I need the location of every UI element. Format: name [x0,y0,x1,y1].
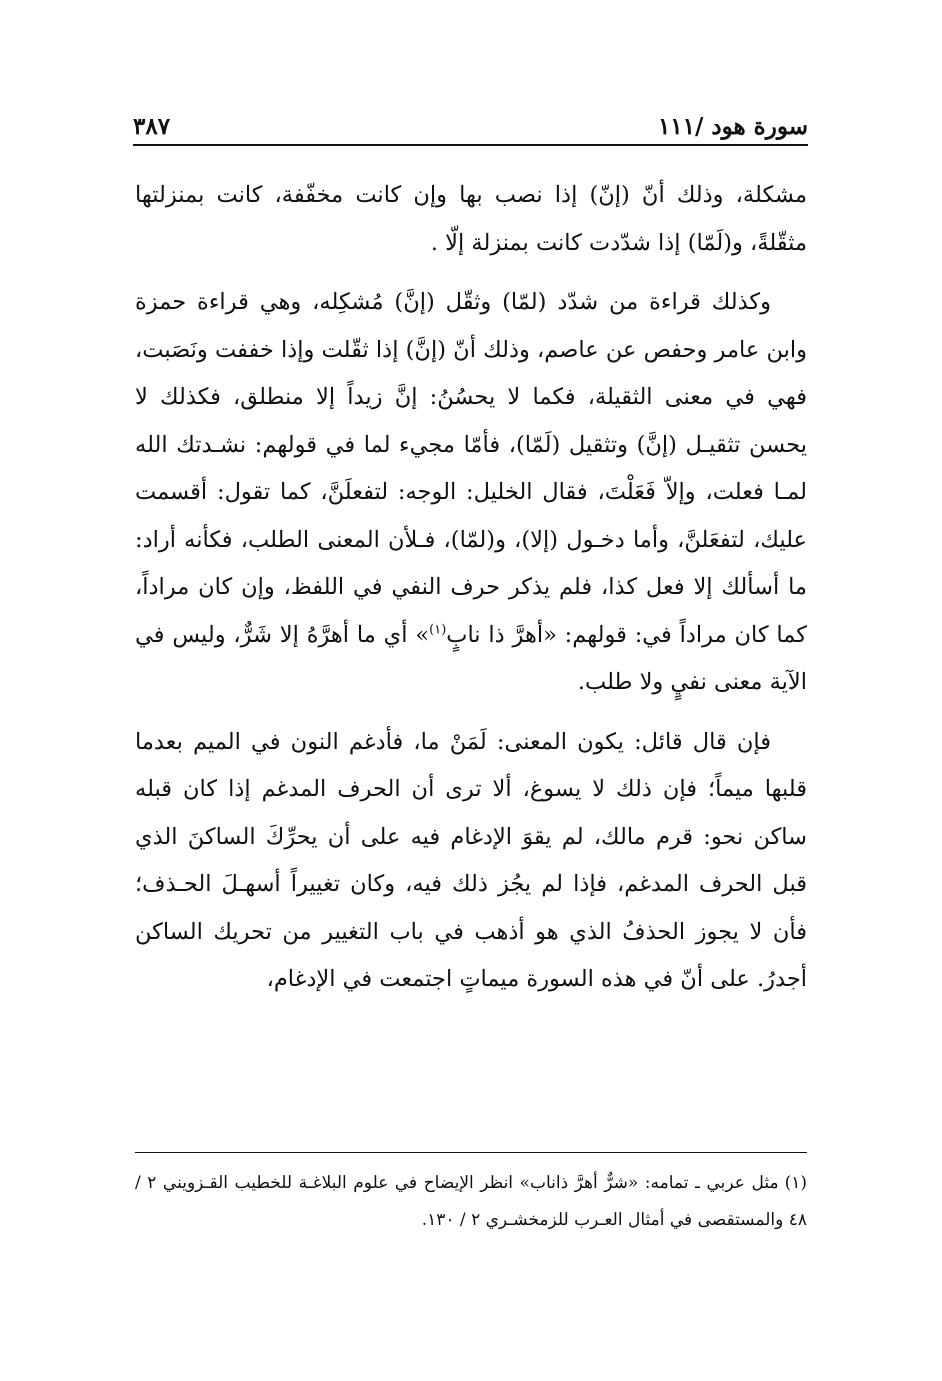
running-title: سورة هود /١١١ [657,113,808,140]
paragraph-idgham: فإن قال قائل: يكون المعنى: لَمَنْ ما، فأدغم النون في الميم بعدما قلبها ميماً؛ فإن ذلك لا يسوغ، ألا ترى أن الحرف المدغم إذا كان قبله ساكن نحو: قرم مالك، لم يقوَ الإدغام فيه على أن يحرِّكَ الساكنَ الذي قبل الحرف المدغم، فإذا لم يجُز ذلك فيه، وكان تغييراً أسهـلَ الحـذف؛ فأن لا يجوز الحذفُ الذي هو أذهب في باب التغيير من تحريك الساكن أجدرُ. على أنّ في هذه السورة ميماتٍ اجتمعت في الإدغام، [135,728,807,992]
main-text [135,172,807,1016]
header-divider [133,144,808,146]
footnote-divider [135,1152,807,1153]
paragraph-text-after: » أي ما أهرَّهُ إلا شَرٌّ، وليس في الآية معنى نفيٍ ولا طلب. [135,621,807,695]
paragraph-continuation: مشكلة، وذلك أنّ (إنّ) إذا نصب بها وإن كانت مخفّفة، كانت بمنزلتها مثقّلةً، و(لَمّا) إذا شدّدت كانت بمنزلة إلّا . [135,182,807,256]
footnote-reference[interactable]: (١) [429,622,447,637]
footnote-number: (١) [784,1173,807,1193]
footnote [135,1165,807,1239]
footnotes-section [135,1165,807,1239]
page-number: ٣٨٧ [133,113,171,140]
paragraph-text: وكذلك قراءة من شدّد (لمّا) وثقّل (إنَّ) مُشكِله، وهي قراءة حمزة وابن عامر وحفص عن عاصم، وذلك أنّ (إنَّ) إذا ثقّلت وإذا خففت ونَصَبت، فهي في معنى الثقيلة، فكما لا يحسُنُ: إنَّ زيداً إلا منطلق، فكذلك لا يحسن تثقيـل (إنَّ) وتثقيل (لَمّا)، فأمّا مجيء لما في قولهم: نشـدتك الله لمـا فعلت، وإلاّ فَعَلْتَ، فقال الخليل: الوجه: لتفعلَنَّ، كما تقول: أقسمت عليك، لتفعَلنَّ، وأما دخـول (إلا)، و(لمّا)، فـلأن المعنى الطلب، فكأنه أراد: ما أسألك إلا فعل كذا، فلم يذكر حرف النفي في اللفظ، وإن كان مراداً، كما كان مراداً في: قولهم: «أهرَّ ذا نابٍ [135,289,807,648]
paragraph-qiraat [135,279,807,707]
page-header [133,100,808,140]
footnote-text: مثل عربي ـ تمامه: «شرٌّ أهرَّ ذاناب» انظر الإيضاح في علوم البلاغـة للخطيب القـزويني ٢ / ٤٨ والمستقصى في أمثال العـرب للزمخشـري ٢ / ١٣٠. [135,1173,807,1230]
